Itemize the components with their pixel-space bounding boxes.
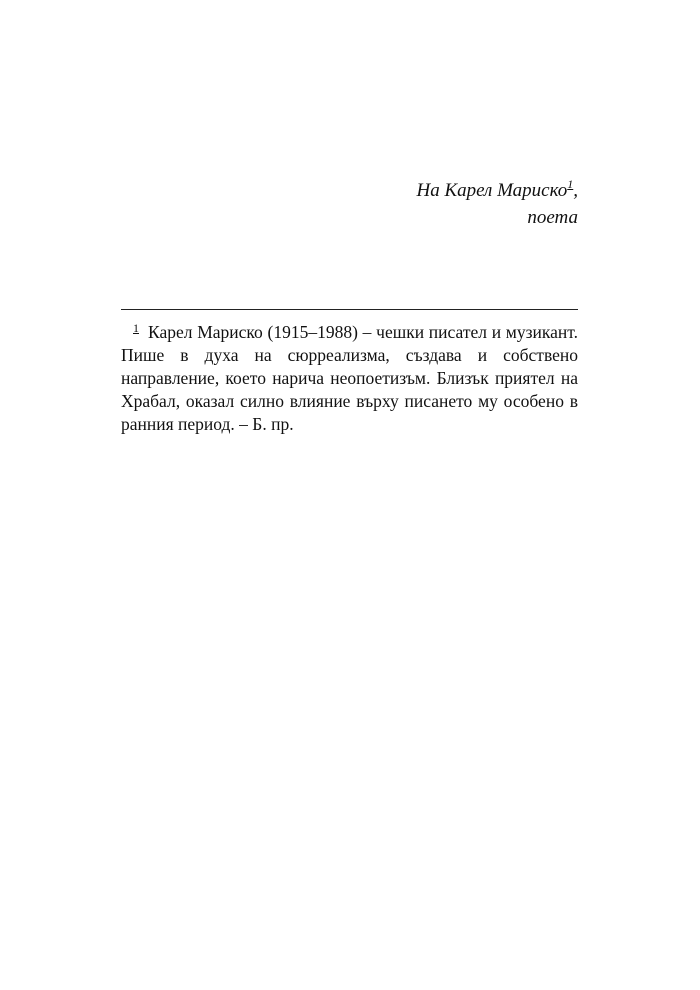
dedication-name: На Карел Мариско — [416, 180, 568, 201]
footnote-separator — [121, 309, 578, 310]
footnote — [121, 321, 578, 436]
footnote-marker: 1 — [133, 321, 139, 335]
footnote-text: Карел Мариско (1915–1988) – чешки писател и музикант. Пише в духа на сюрреализма, създава и собствено направление, което нарича неопоетизъм. Близък приятел на Храбал, оказал силно влияние върху писането му особено в ранния период. – Б. пр. — [121, 322, 578, 434]
dedication — [417, 177, 579, 231]
dedication-comma: , — [573, 180, 578, 201]
footnote-reference[interactable]: 1 — [567, 177, 574, 191]
dedication-line-2: поета — [527, 207, 578, 228]
dedication-line-1 — [417, 177, 579, 204]
